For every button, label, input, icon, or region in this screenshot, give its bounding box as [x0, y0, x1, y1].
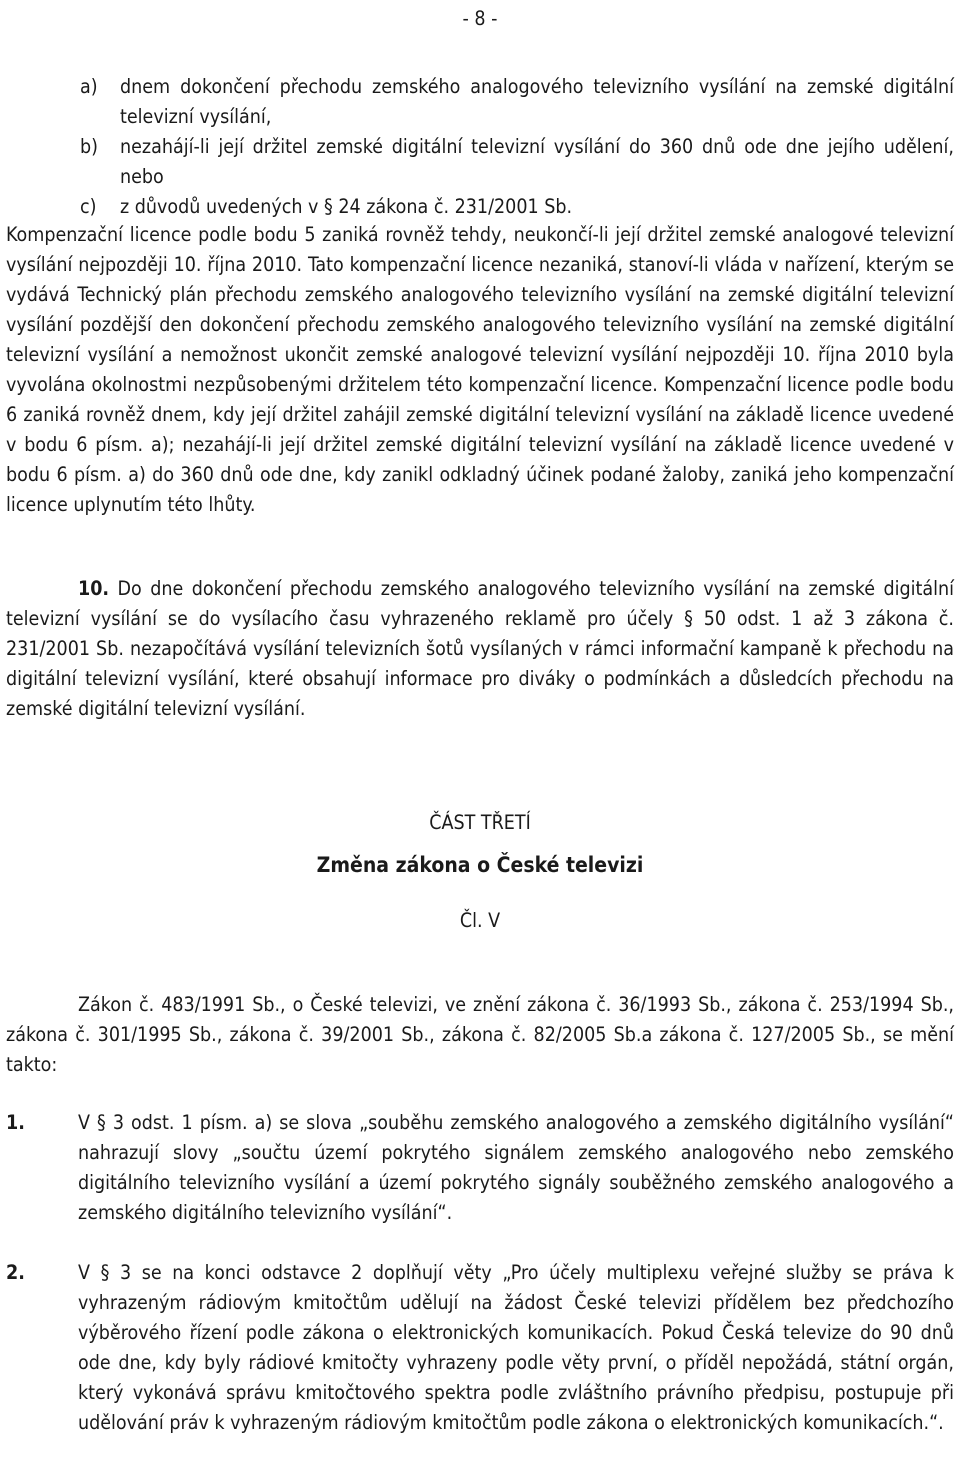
list-item [6, 72, 954, 132]
article-heading: Čl. V [459, 909, 501, 932]
point-number: 2. [6, 1261, 25, 1284]
list-item [6, 1108, 954, 1228]
list-item [6, 1258, 954, 1438]
point-10-number: 10. [78, 577, 110, 600]
point-text: V § 3 odst. 1 písm. a) se slova „souběhu zemského analogového a zemského digitálního vysílání“ nahrazují slovy „součtu území pokrytého signálem zemského analogového nebo zemského digitálního televizního vysílání a území pokrytého signály souběžného zemského analogového a zemského digitálního televizního vysílání“. [78, 1111, 954, 1224]
amendment-point [6, 1258, 954, 1438]
list-item-text: nezahájí-li její držitel zemské digitální televizní vysílání do 360 dnů ode dne jejího udělení, nebo [120, 135, 954, 188]
list-item-text: z důvodů uvedených v § 24 zákona č. 231/2001 Sb. [120, 195, 573, 218]
amendment-point [6, 1108, 954, 1228]
list-item-text: dnem dokončení přechodu zemského analogového televizního vysílání na zemské digitální televizní vysílání, [120, 75, 954, 128]
part-heading: ČÁST TŘETÍ [429, 811, 531, 834]
enumerated-list [6, 72, 954, 222]
amendment-intro: Zákon č. 483/1991 Sb., o České televizi, ve znění zákona č. 36/1993 Sb., zákona č. 253/1994 Sb., zákona č. 301/1995 Sb., zákona č. 39/2001 Sb., zákona č. 82/2005 Sb.a zákona č. 127/2005 Sb., se mění takto: [6, 993, 954, 1076]
point-10 [6, 574, 954, 724]
list-item-label: c) [80, 195, 97, 218]
part-title: Změna zákona o České televizi [316, 853, 644, 877]
point-text: V § 3 se na konci odstavce 2 doplňují věty „Pro účely multiplexu veřejné služby se práva k vyhrazeným rádiovým kmitočtům udělují na žádost České televizi přídělem bez předchozího výběrového řízení podle zákona o elektronických komunikacích. Pokud Česká televize do 90 dnů ode dne, kdy byly rádiové kmitočty vyhrazeny podle věty první, o příděl nepožádá, státní orgán, který vykonává správu kmitočtového spektra podle zvláštního právního předpisu, postupuje při udělování práv k vyhrazeným rádiovým kmitočtům podle zákona o elektronických komunikacích.“. [78, 1261, 954, 1434]
list-item-label: b) [80, 135, 98, 158]
page-number: - 8 - [462, 7, 498, 30]
list-item-label: a) [80, 75, 98, 98]
point-number: 1. [6, 1111, 25, 1134]
list-item [6, 192, 954, 222]
list-item [6, 132, 954, 192]
point-10-text: Do dne dokončení přechodu zemského analogového televizního vysílání na zemské digitální televizní vysílání se do vysílacího času vyhrazeného reklamě pro účely § 50 odst. 1 až 3 zákona č. 231/2001 Sb. nezapočítává vysílání televizních šotů vysílaných v rámci informační kampaně k přechodu na digitální televizní vysílání, které obsahují informace pro diváky o podmínkách a důsledcích přechodu na zemské digitální televizní vysílání. [6, 577, 954, 720]
paragraph-compensation-licence: Kompenzační licence podle bodu 5 zaniká rovněž tehdy, neukončí-li její držitel zemské analogové televizní vysílání nejpozději 10. října 2010. Tato kompenzační licence nezaniká, stanoví-li vláda v nařízení, kterým se vydává Technický plán přechodu zemského analogového televizního vysílání na zemské digitální televizní vysílání pozdější den dokončení přechodu zemského analogového televizního vysílání na zemské digitální televizní vysílání a nemožnost ukončit zemské analogové televizní vysílání nejpozději 10. října 2010 byla vyvolána okolnostmi nezpůsobenými držitelem této kompenzační licence. Kompenzační licence podle bodu 6 zaniká rovněž dnem, kdy její držitel zahájil zemské digitální televizní vysílání na základě licence uvedené v bodu 6 písm. a); nezahájí-li její držitel zemské digitální televizní vysílání na základě licence uvedené v bodu 6 písm. a) do 360 dnů ode dne, kdy zanikl odkladný účinek podané žaloby, zaniká jeho kompenzační licence uplynutím této lhůty. [6, 223, 954, 516]
